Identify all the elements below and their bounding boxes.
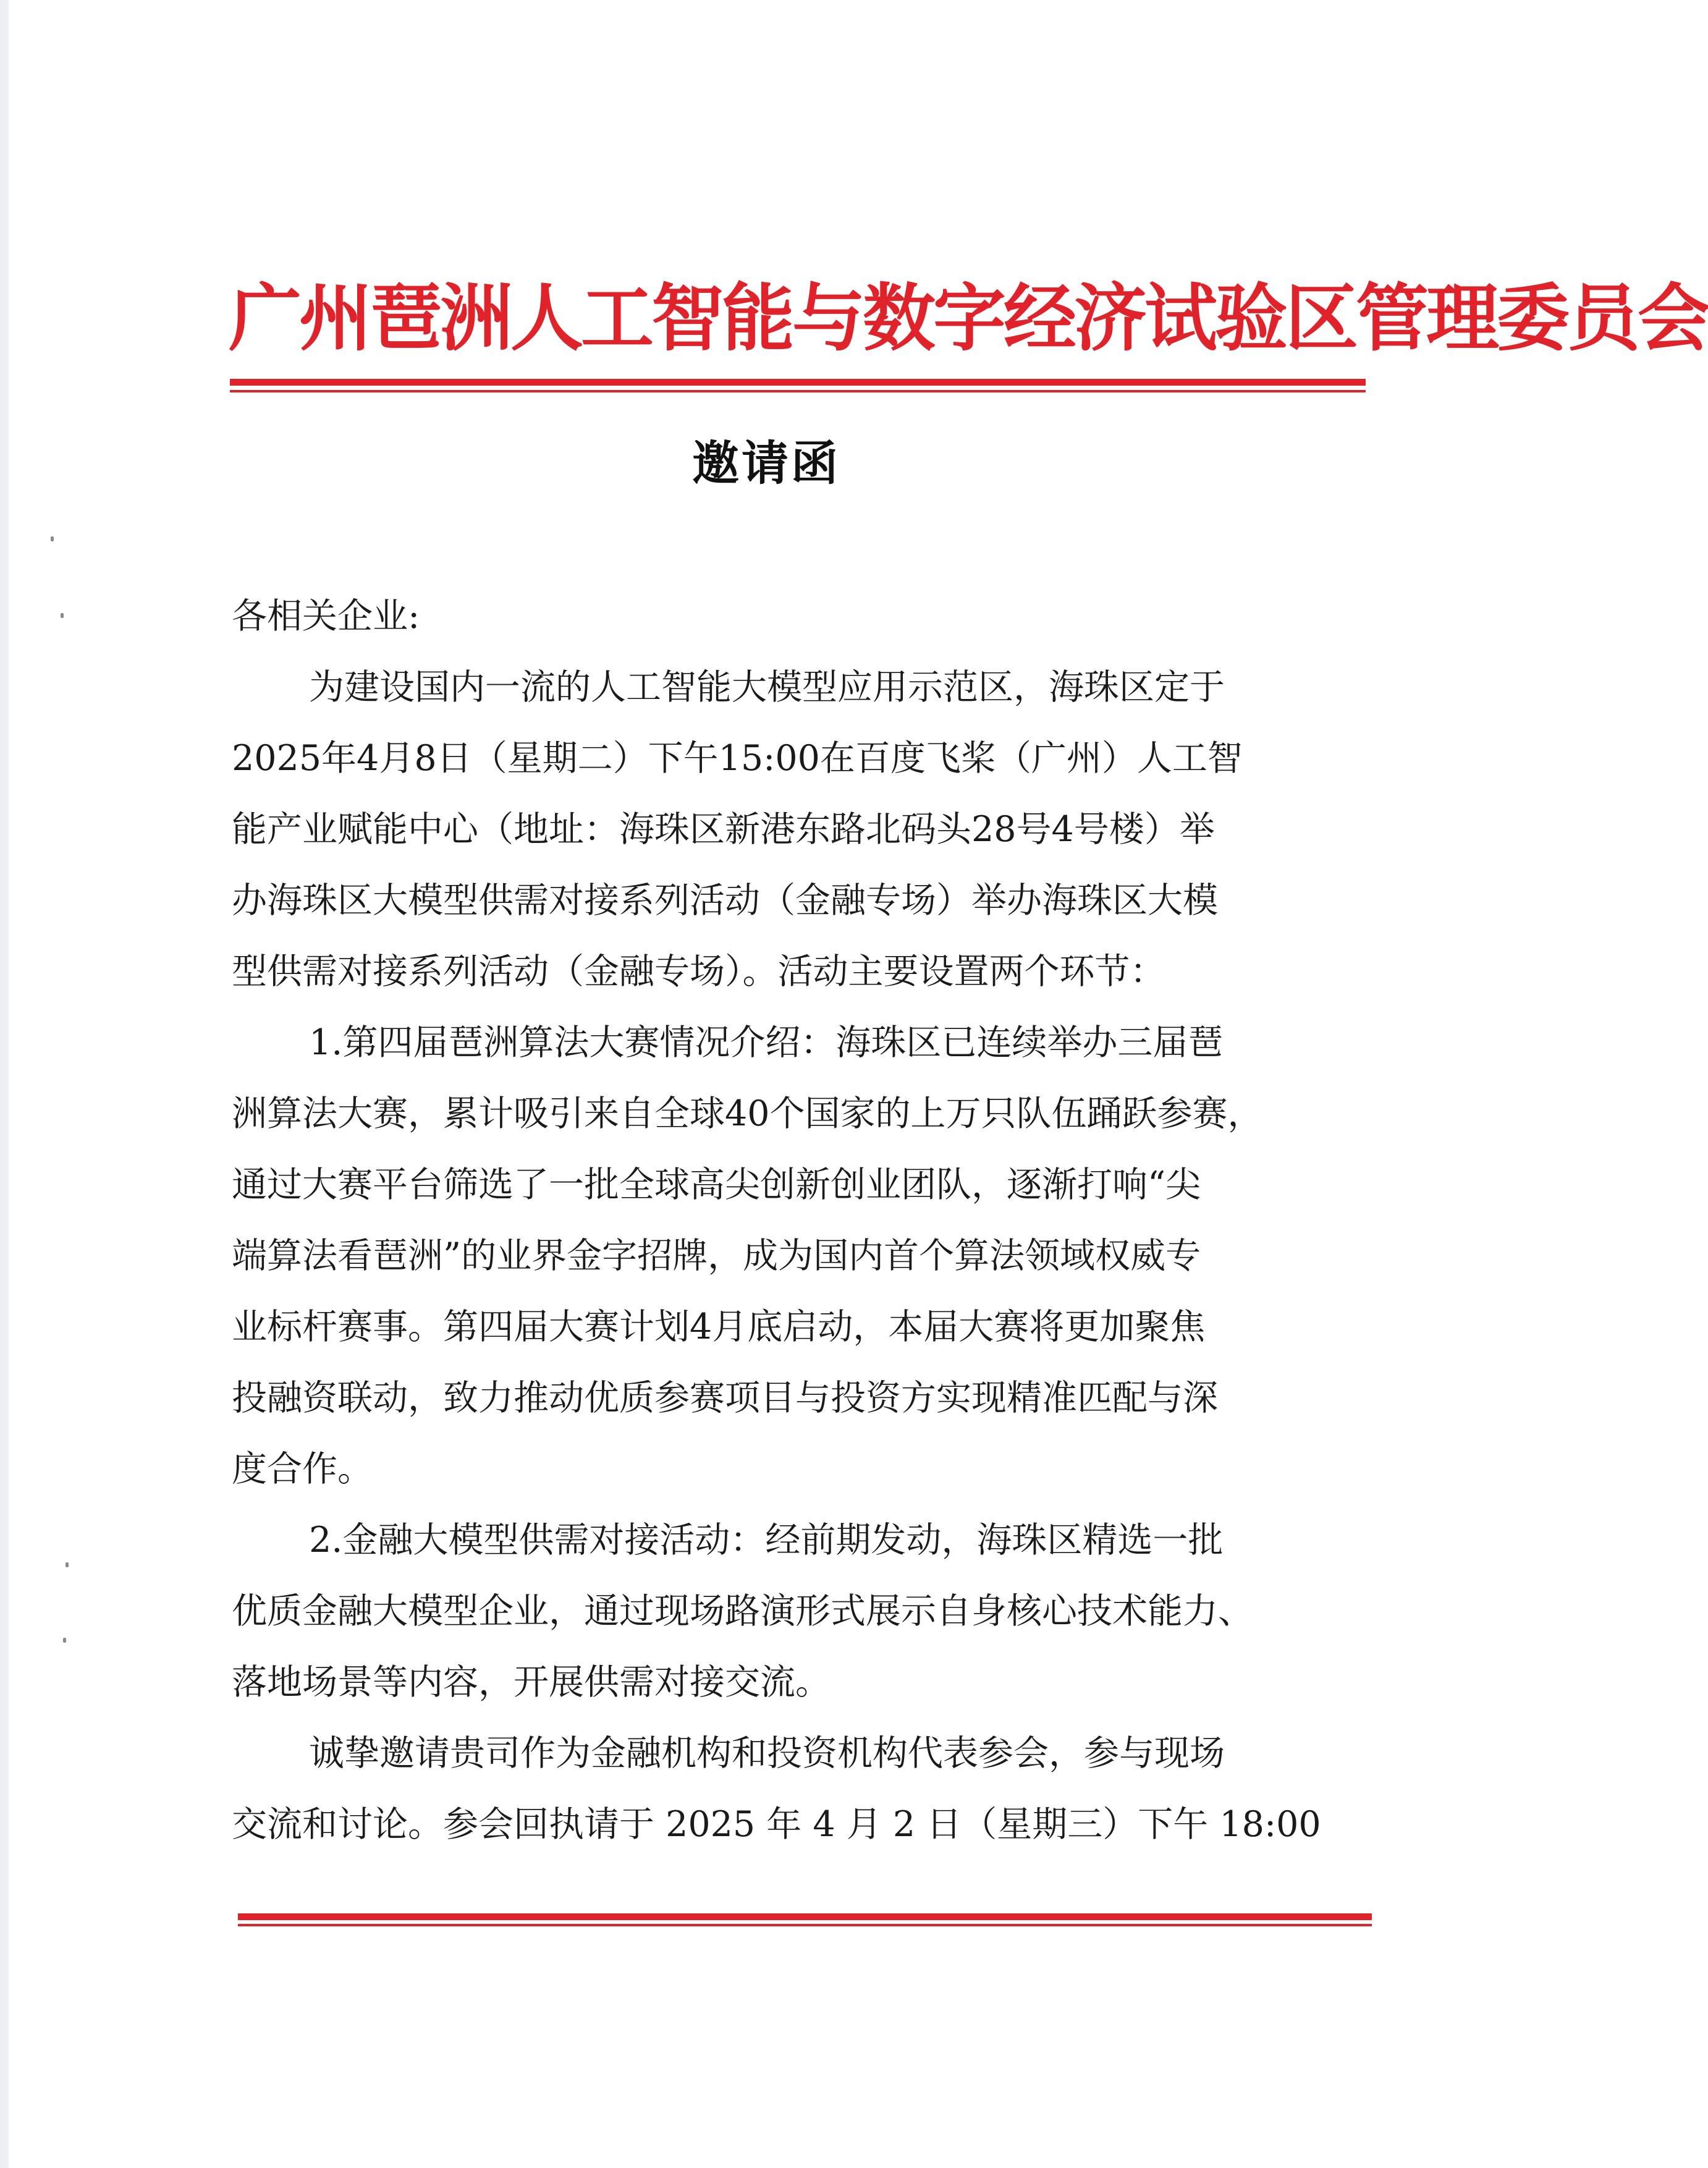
- scan-speck: [63, 1638, 66, 1643]
- paragraph-line: 2.金融大模型供需对接活动：经前期发动，海珠区精选一批: [309, 1520, 1224, 1560]
- paragraph-line: 落地场景等内容，开展供需对接交流。: [232, 1662, 831, 1703]
- organization-header: 广州琶洲人工智能与数字经济试验区管理委员会: [229, 275, 1708, 361]
- paragraph-finance-matching: [232, 1505, 1369, 1718]
- paragraph-line: 通过大赛平台筛选了一批全球高尖创新创业团队，逐渐打响“尖: [232, 1164, 1201, 1205]
- paragraph-line: 端算法看琶洲”的业界金字招牌，成为国内首个算法领域权威专: [232, 1235, 1201, 1276]
- paragraph-event-intro: [232, 652, 1369, 1007]
- header-red-rule-thin: [230, 390, 1366, 392]
- scan-speck: [61, 613, 64, 618]
- paragraph-line: 1.第四届琶洲算法大赛情况介绍：海珠区已连续举办三届琶: [309, 1022, 1224, 1063]
- paragraph-line: 交流和讨论。参会回执请于 2025 年 4 月 2 日（星期三）下午 18:00: [232, 1804, 1321, 1845]
- paragraph-line: 优质金融大模型企业，通过现场路演形式展示自身核心技术能力、: [232, 1591, 1253, 1632]
- scan-edge-shadow: [0, 0, 9, 2168]
- paragraph-line: 诚挚邀请贵司作为金融机构和投资机构代表参会，参与现场: [309, 1733, 1225, 1774]
- scan-speck: [66, 1562, 69, 1567]
- paragraph-line: 为建设国内一流的人工智能大模型应用示范区，海珠区定于: [309, 667, 1225, 708]
- paragraph-line: 洲算法大赛，累计吸引来自全球40个国家的上万只队伍踊跃参赛，: [232, 1093, 1263, 1134]
- paragraph-line: 2025年4月8日（星期二）下午15:00在百度飞桨（广州）人工智: [232, 738, 1243, 779]
- paragraph-invitation: [232, 1718, 1369, 1860]
- document-title: 邀请函: [692, 436, 840, 491]
- paragraph-algorithm-contest: [232, 1007, 1369, 1505]
- footer-red-rule-thick: [238, 1913, 1372, 1920]
- footer-red-rule-thin: [238, 1924, 1372, 1926]
- paragraph-line: 型供需对接系列活动（金融专场）。活动主要设置两个环节：: [232, 951, 1165, 992]
- paragraph-line: 办海珠区大模型供需对接系列活动（金融专场）举办海珠区大模: [232, 880, 1218, 921]
- paragraph-line: 投融资联动，致力推动优质参赛项目与投资方实现精准匹配与深: [232, 1378, 1218, 1418]
- paragraph-line: 能产业赋能中心（地址：海珠区新港东路北码头28号4号楼）举: [232, 809, 1215, 850]
- salutation: 各相关企业:: [232, 596, 420, 637]
- header-red-rule-thick: [230, 379, 1366, 386]
- paragraph-line: 业标杆赛事。第四届大赛计划4月底启动，本届大赛将更加聚焦: [232, 1306, 1206, 1347]
- scan-speck: [51, 536, 54, 541]
- paragraph-line: 度合作。: [232, 1449, 373, 1489]
